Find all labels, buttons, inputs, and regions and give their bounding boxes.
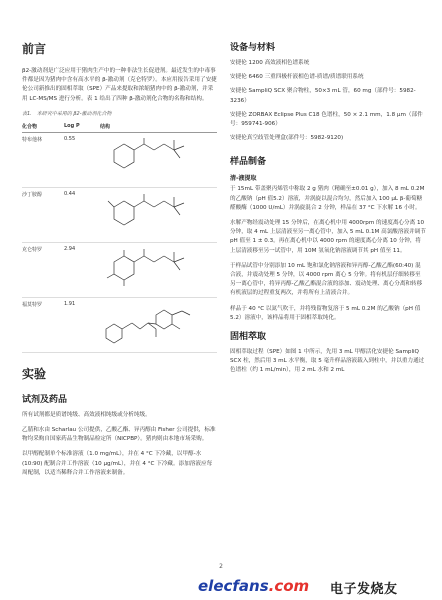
page-number: 2	[219, 563, 223, 570]
molecule-structure-icon	[100, 136, 200, 184]
molecule-structure-icon	[100, 301, 200, 349]
spe-heading: 固相萃取	[230, 332, 267, 343]
experiment-heading: 实验	[22, 366, 47, 381]
structure-terbutaline	[100, 132, 217, 187]
molecule-structure-icon	[100, 246, 200, 294]
table-caption: 表1. 本研究中采用的 β2-激动剂化合物	[22, 110, 112, 117]
left-column	[22, 40, 217, 484]
spe-para-1: 固相萃取过程（SPE）如图 1 中所示，先用 3 mL 甲醇活化安捷伦 SampliQ SCX 柱，然后用 3 mL 水平衡，取 5 毫升样品溶液载入到柱中，并以重力通过色谱柱（约 1 mL/min），用 2 mL 水和 2 mL	[230, 349, 425, 374]
intro-text: β2-激动剂是广泛应用于猪肉生产中的一种非法生长促进剂。最近发生的中毒事件都是因为猪肉中含有高水平的 β-激动剂（克仑特罗）。本应用报告采用了安捷伦公司新推出的固相萃取（SPE）产品来提取和浓缩猪肉中的 β-激动剂，并采用 LC-MS/MS 进行分析。表 1 给出了四种 β-激动剂化合物的名称和结构。	[22, 68, 217, 102]
compound-name: 克仑特罗	[22, 246, 43, 253]
compound-table	[22, 121, 217, 353]
equip-item: 安捷伦 ZORBAX Eclipse Plus C18 色谱柱，50 × 2.1 mm，1.8 μm（部件号：959741-906）	[230, 111, 423, 128]
extraction-para-4: 样品于 40 °C 以氮气吹干，并将残留物复溶于 5 mL 0.2M 的乙酸钠（pH 值5.2）溶液中，该样品将用于固相萃取纯化。	[230, 305, 421, 321]
table-row	[22, 242, 217, 297]
logo-domain: .com	[268, 577, 310, 595]
reagents-para-1: 所有试剂都是质谱纯级、高效液相纯级或分析纯级。	[22, 411, 151, 418]
table-row	[22, 297, 217, 352]
extraction-para-1: 于 15mL 带盖聚丙烯管中称取 2 g 猪肉（精确至±0.01 g），加入 8 mL 0.2M 的乙酸钠（pH 值5.2）溶液，并涡旋以混合均匀，然后加入 100 μL β-葡萄糖醛酸酶（1000 U/mL）并涡旋混合 2 分钟，样品在 37 °C 下水解 16 小时。	[230, 186, 425, 211]
structure-salbutamol	[100, 187, 217, 242]
extraction-heading: 清-液提取	[230, 175, 257, 183]
extraction-para-3: 于样品试管中分别添加 10 mL 饱和氯化钠溶液和异丙醇-乙酸乙酯(60:40) 混合液，并震动处理 5 分钟，以 4000 rpm 离心 5 分钟。将有机层仔细转移至另一离心管中，将异丙醇-乙酸乙酯混合液的添加、震动处理、离心分离和转移有机液层的过程重复两次，并将所有上清液合并。	[230, 262, 423, 297]
sample-prep-heading: 样品制备	[230, 157, 267, 168]
right-column	[230, 40, 426, 382]
col-structure: 结构	[100, 121, 217, 133]
structure-clenbuterol	[100, 242, 217, 297]
compound-logp: 0.44	[64, 190, 76, 197]
compound-name: 福莫特罗	[22, 301, 43, 308]
equip-item: 安捷伦真空歧管处理盒(部件号：5982-9120)	[230, 135, 344, 142]
reagents-heading: 试剂及药品	[22, 394, 68, 405]
equip-item: 安捷伦 6460 三重四极杆液相色谱-质谱/质谱联用系统	[230, 74, 364, 81]
col-logp: Log P	[64, 121, 100, 133]
footer-watermark	[0, 575, 442, 600]
molecule-structure-icon	[100, 191, 200, 239]
logo-text: elecfans	[198, 577, 269, 595]
compound-logp: 1.91	[64, 300, 76, 307]
extraction-para-2: 水解产物经震动处理 15 分钟后，在离心机中用 4000rpm 的速度离心分离 10 分钟，取 4 mL 上层清液至另一离心管中，加入 5 mL 0.1M 高氯酸溶液并调节 pH 值至 1 ± 0.3。再在离心机中以 4000 rpm 的速度离心分离 10 分钟，将上层清液移至另一试管中，用 10M 氢氧化钠溶液调节其 pH 值至 11。	[230, 220, 426, 254]
table-row	[22, 132, 217, 187]
reagents-para-2: 乙腈和水由 Scharlau 公司提供，乙酸乙酯、异丙醇由 Fisher 公司提供，标准物均采购自国家药品生物制品检定所（NICPBP）。猪肉则由本地市场采购。	[22, 427, 216, 443]
compound-name: 特布他林	[22, 136, 43, 143]
site-logo	[198, 577, 309, 595]
col-compound: 化合物	[22, 121, 64, 133]
compound-name: 沙丁胺醇	[22, 191, 43, 198]
equip-item: 安捷伦 SampliQ SCX 聚合物柱，50×3 mL 管，60 mg（部件号：5982-3236）	[230, 88, 416, 104]
compound-logp: 2.94	[64, 245, 76, 252]
equip-item: 安捷伦 1200 高效液相色谱系统	[230, 60, 310, 66]
table-row	[22, 187, 217, 242]
site-logo-cn: 电子发烧友	[330, 582, 398, 597]
equipment-heading: 设备与材料	[230, 43, 276, 53]
reagents-para-3: 以甲醇配制单个标准溶液（1.0 mg/mL），并在 4 °C 下冷藏，以甲醇-水(10:90) 配制合并工作溶液（10 μg/mL），并在 4 °C 下冷藏。添加溶液应每周配制，以适当稀释合并工作溶液来制备。	[22, 451, 213, 476]
structure-formoterol	[100, 297, 217, 352]
compound-logp: 0.55	[64, 135, 76, 142]
intro-heading: 前言	[22, 42, 47, 56]
